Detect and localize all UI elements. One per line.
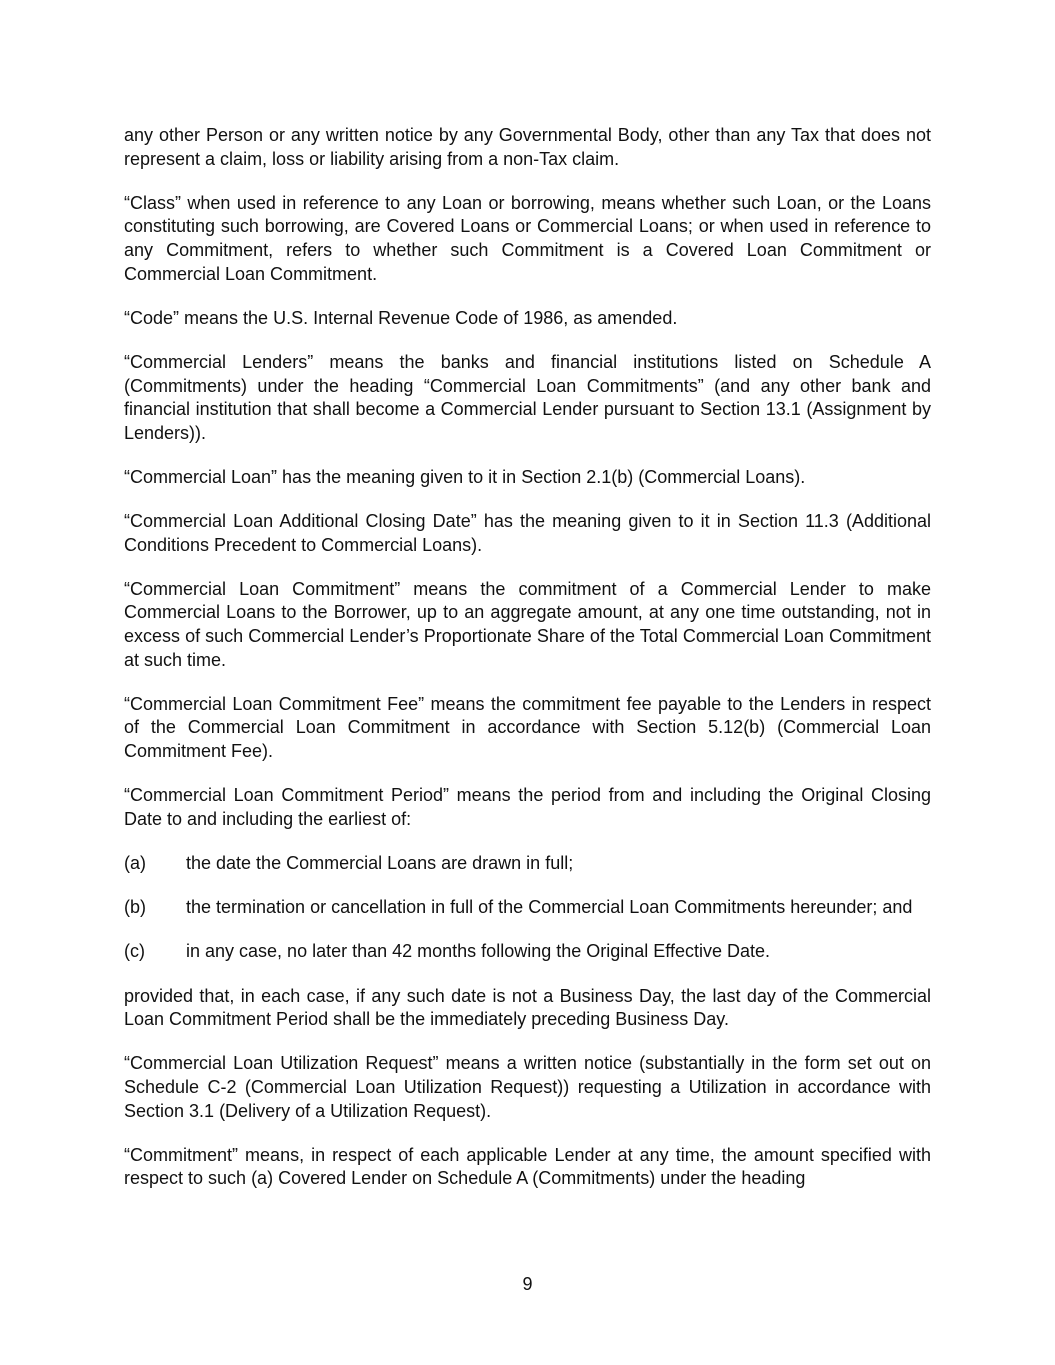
definition-commercial-loan-commitment: “Commercial Loan Commitment” means the commitment of a Commercial Lender to make Commercial Loans to the Borrower, up to an aggregate amount, at any one time outstanding, not in excess of such Commercial Lender’s Proportionate Share of the Total Commercial Loan Commitment at such time. <box>124 578 931 670</box>
list-item-c <box>124 940 931 964</box>
document-page <box>124 124 931 1212</box>
definition-commercial-loan-commitment-fee: “Commercial Loan Commitment Fee” means the commitment fee payable to the Lenders in respect of the Commercial Loan Commitment in accordance with Section 5.12(b) (Commercial Loan Commitment Fee). <box>124 693 931 762</box>
definition-commitment: “Commitment” means, in respect of each applicable Lender at any time, the amount specified with respect to such (a) Covered Lender on Schedule A (Commitments) under the heading <box>124 1144 931 1189</box>
proviso-paragraph: provided that, in each case, if any such date is not a Business Day, the last day of the Commercial Loan Commitment Period shall be the immediately preceding Business Day. <box>124 985 931 1030</box>
definition-code: “Code” means the U.S. Internal Revenue Code of 1986, as amended. <box>124 307 678 328</box>
page-number: 9 <box>522 1274 533 1294</box>
list-text: the date the Commercial Loans are drawn in full; <box>186 853 574 873</box>
definition-commercial-loan-commitment-period: “Commercial Loan Commitment Period” means the period from and including the Original Closing Date to and including the earliest of: <box>124 785 931 829</box>
list-label: (a) <box>124 853 146 873</box>
list-label: (b) <box>124 897 146 918</box>
definition-commercial-lenders: “Commercial Lenders” means the banks and financial institutions listed on Schedule A (Commitments) under the heading “Commercial Loan Commitments” (and any other bank and financial institution that shall become a Commercial Lender pursuant to Section 13.1 (Assignment by Lenders)). <box>124 351 931 443</box>
list-text: the termination or cancellation in full of the Commercial Loan Commitments hereunder; and <box>186 897 913 918</box>
list-text: in any case, no later than 42 months following the Original Effective Date. <box>186 941 770 962</box>
list-item-b <box>124 896 931 920</box>
definition-commercial-loan-additional-closing-date: “Commercial Loan Additional Closing Date” has the meaning given to it in Section 11.3 (Additional Conditions Precedent to Commercial Loans). <box>124 511 931 555</box>
definition-commercial-loan-utilization-request: “Commercial Loan Utilization Request” means a written notice (substantially in the form set out on Schedule C-2 (Commercial Loan Utilization Request)) requesting a Utilization in accordance with Section 3.1 (Delivery of a Utilization Request). <box>124 1053 931 1121</box>
list-label: (c) <box>124 941 145 962</box>
list-item-a <box>124 852 931 876</box>
definition-class: “Class” when used in reference to any Loan or borrowing, means whether such Loan, or the Loans constituting such borrowing, are Covered Loans or Commercial Loans; or when used in reference to any Commitment, refers to whether such Commitment is a Covered Loan Commitment or Commercial Loan Commitment. <box>124 192 931 284</box>
paragraph-continuation: any other Person or any written notice by any Governmental Body, other than any Tax that does not represent a claim, loss or liability arising from a non-Tax claim. <box>124 125 931 169</box>
definition-commercial-loan: “Commercial Loan” has the meaning given to it in Section 2.1(b) (Commercial Loans). <box>124 466 806 487</box>
